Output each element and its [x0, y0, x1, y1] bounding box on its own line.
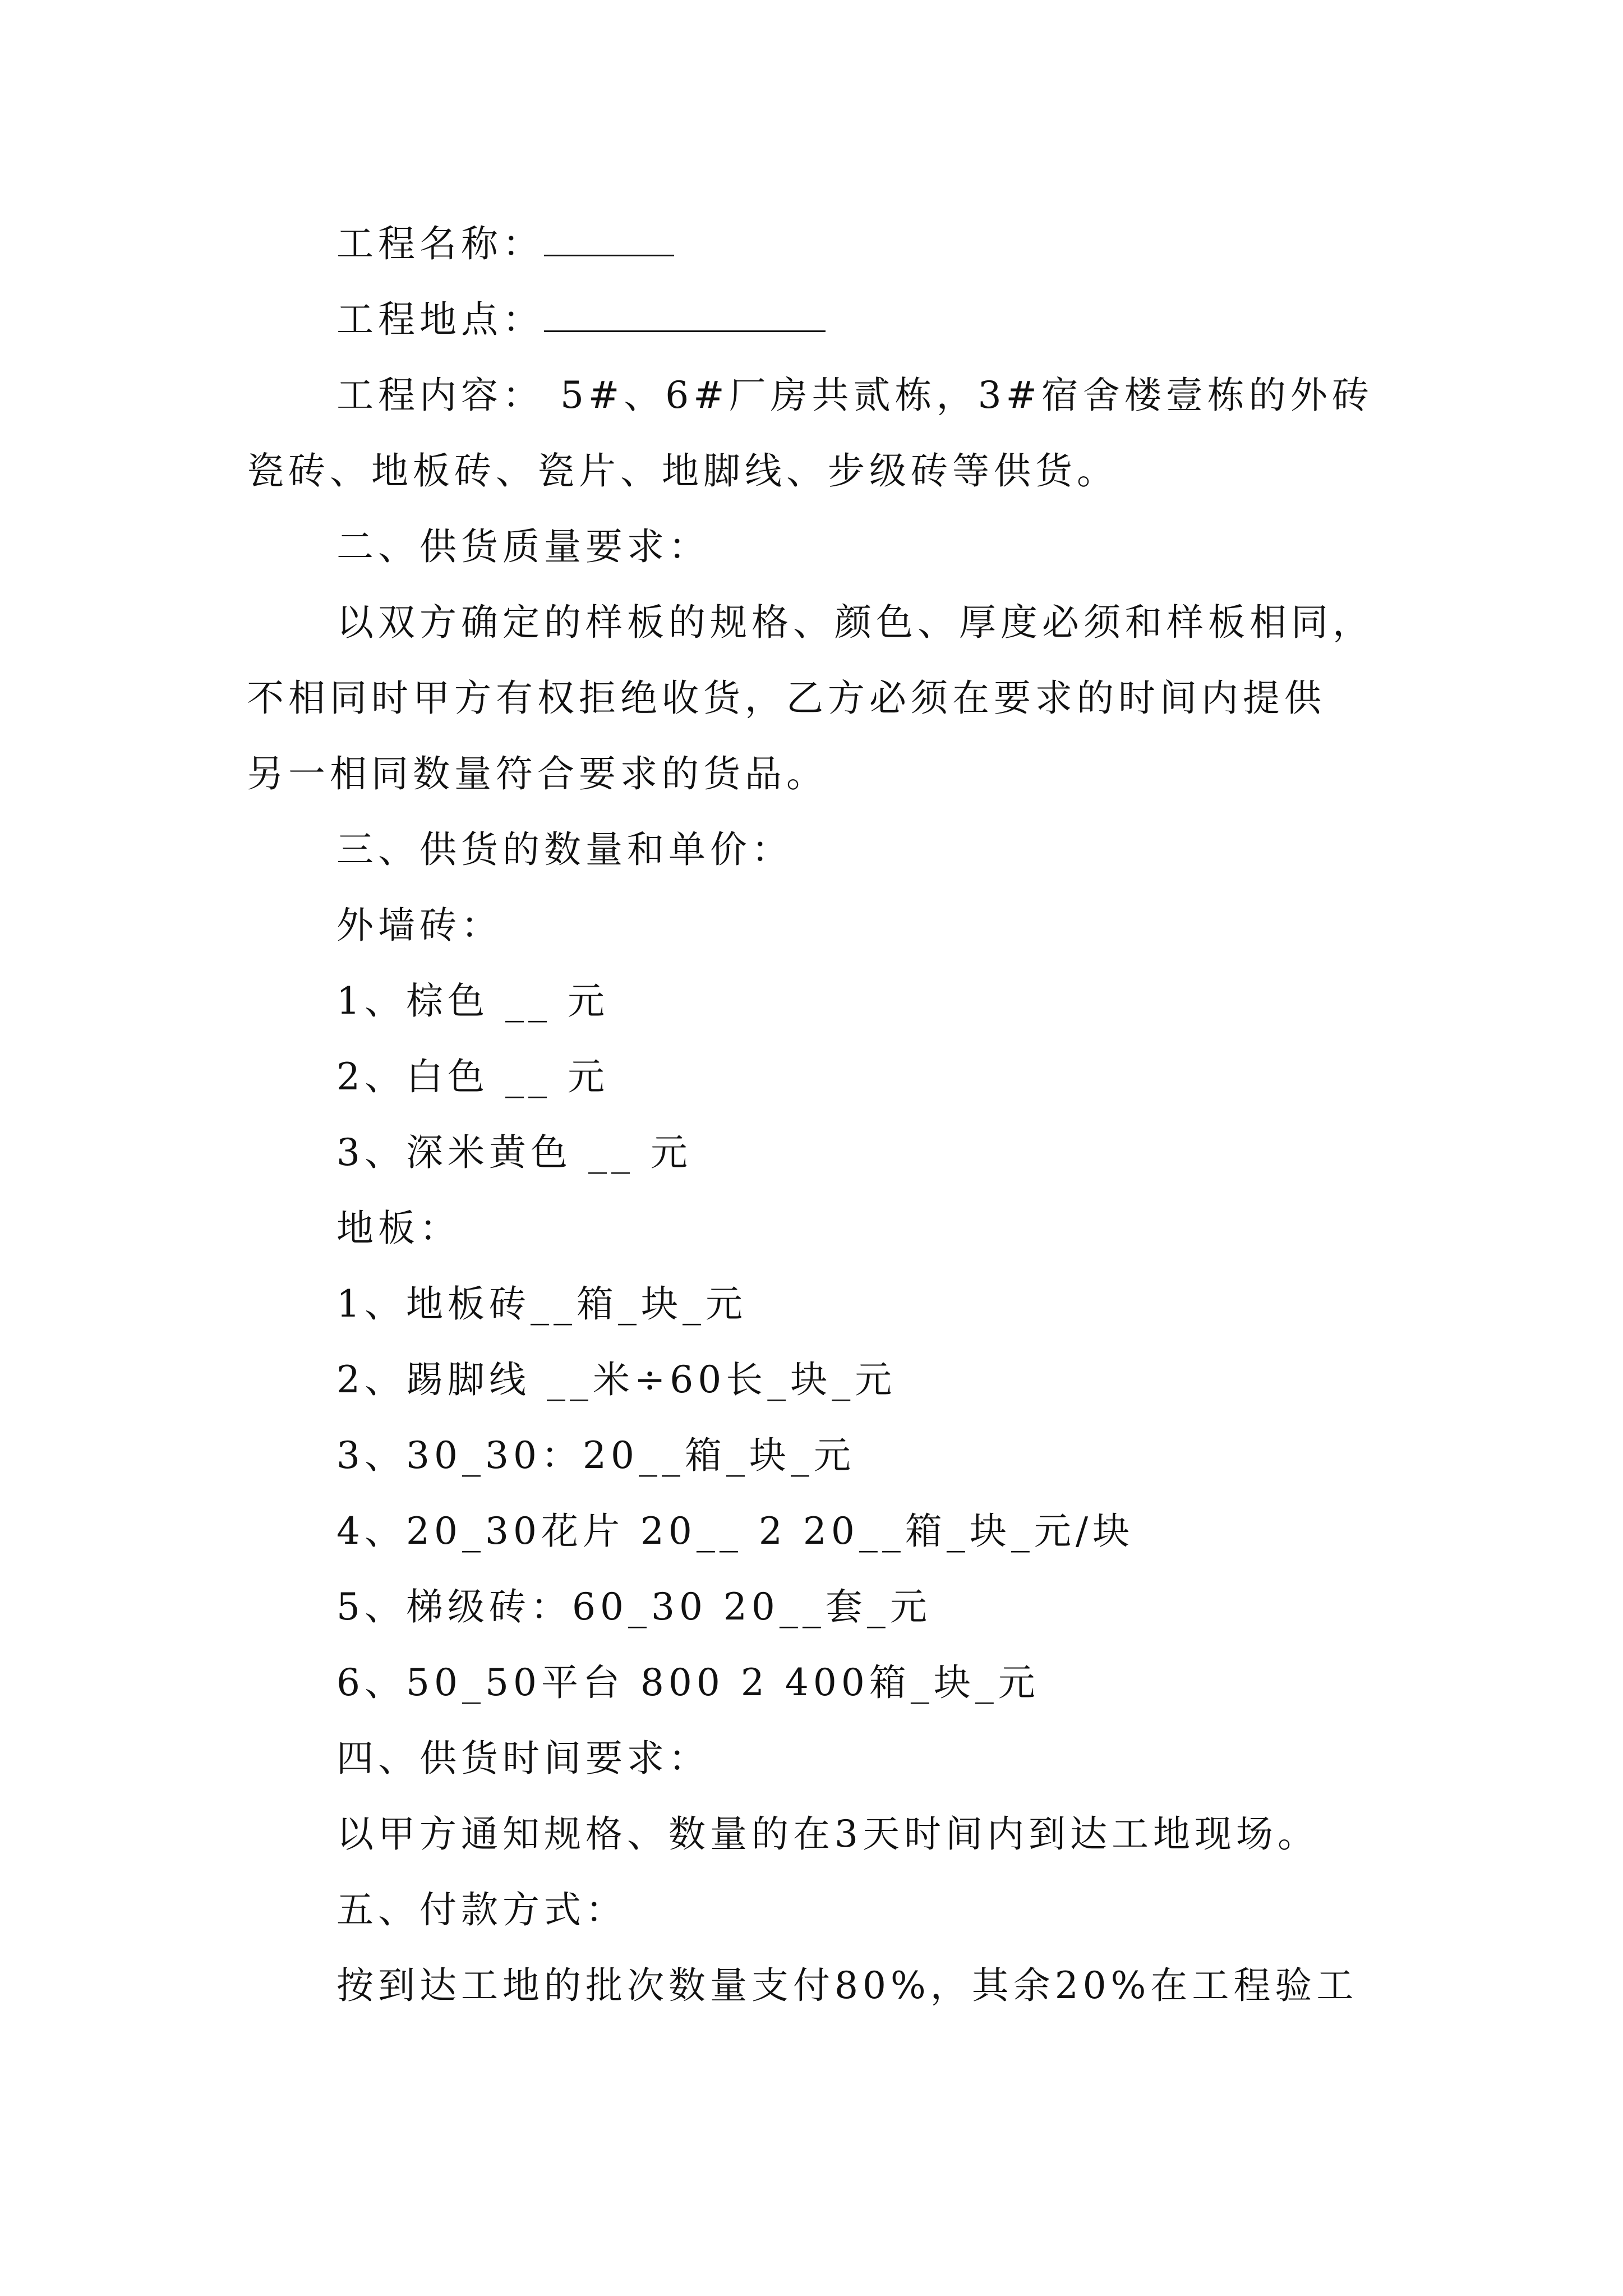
section5-para: 按到达工地的批次数量支付80%，其余20%在工程验工 — [336, 1964, 1358, 2007]
floor-label: 地板： — [336, 1207, 461, 1250]
section2-heading: 二、供货质量要求： — [336, 525, 710, 568]
section5-heading: 五、付款方式： — [336, 1888, 627, 1931]
project-location-blank — [544, 299, 826, 332]
exterior-item: 2、白色 __ 元 — [336, 1055, 609, 1098]
section2-para-line3: 另一相同数量符合要求的货品。 — [247, 752, 828, 795]
section2-para-line1: 以双方确定的样板的规格、颜色、厚度必须和样板相同， — [336, 601, 1374, 644]
exterior-item: 1、棕色 __ 元 — [336, 979, 609, 1023]
floor-item: 3、30_30：20__箱_块_元 — [336, 1434, 855, 1477]
floor-item: 4、20_30花片 20__ 2 20__箱_块_元/块 — [336, 1510, 1135, 1553]
project-location-row — [336, 297, 826, 342]
floor-item: 1、地板砖__箱_块_元 — [336, 1282, 747, 1326]
project-content-line2: 瓷砖、地板砖、瓷片、地脚线、步级砖等供货。 — [247, 449, 1118, 493]
project-name-blank — [544, 223, 674, 256]
exterior-tile-label: 外墙砖： — [336, 904, 502, 947]
project-name-label: 工程名称： — [336, 222, 544, 265]
project-name-row — [336, 222, 674, 266]
section2-para-line2: 不相同时甲方有权拒绝收货，乙方必须在要求的时间内提供 — [247, 677, 1326, 720]
floor-item: 5、梯级砖：60_30 20__套_元 — [336, 1585, 932, 1628]
section4-para: 以甲方通知规格、数量的在3天时间内到达工地现场。 — [336, 1812, 1319, 1856]
project-content-line1: 工程内容： 5#、6#厂房共贰栋，3#宿舍楼壹栋的外砖 — [336, 374, 1373, 417]
floor-item: 6、50_50平台 800 2 400箱_块_元 — [336, 1661, 1040, 1704]
project-location-label: 工程地点： — [336, 298, 544, 341]
section4-heading: 四、供货时间要求： — [336, 1737, 710, 1780]
exterior-item: 3、深米黄色 __ 元 — [336, 1131, 692, 1174]
floor-item: 2、踢脚线 __米÷60长_块_元 — [336, 1358, 897, 1401]
section3-heading: 三、供货的数量和单价： — [336, 828, 793, 871]
